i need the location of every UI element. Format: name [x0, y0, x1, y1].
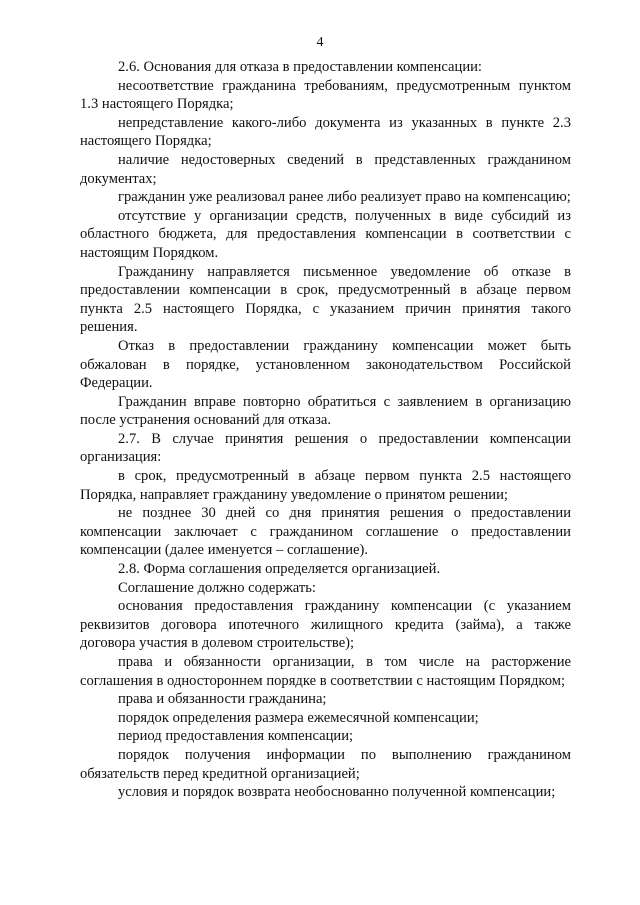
- refusal-ground-item: наличие недостоверных сведений в представленных гражданином документах;: [80, 151, 571, 187]
- refusal-ground-item: непредставление какого-либо документа из указанных в пункте 2.3 настоящего Порядка;: [80, 114, 571, 150]
- agreement-content-item: условия и порядок возврата необоснованно полученной компенсации;: [118, 784, 556, 801]
- refusal-ground-item: отсутствие у организации средств, полученных в виде субсидий из областного бюджета, для предоставления компенсации в соответствии с настоящим Порядком.: [80, 207, 571, 261]
- appeal-paragraph: Отказ в предоставлении гражданину компенсации может быть обжалован в порядке, установленном законодательством Российской Федерации.: [80, 337, 571, 392]
- page-number: 4: [316, 35, 324, 50]
- section-2-6-heading: 2.6. Основания для отказа в предоставлении компенсации:: [118, 59, 482, 75]
- refusal-notice-paragraph: Гражданину направляется письменное уведомление об отказе в предоставлении компенсации в срок, предусмотренный в абзаце первом пункта 2.5 настоящего Порядка, с указанием причин принятия такого решения.: [80, 263, 571, 336]
- refusal-ground-item: несоответствие гражданина требованиям, предусмотренным пунктом 1.3 настоящего Порядка;: [80, 77, 571, 113]
- agreement-content-item: период предоставления компенсации;: [118, 728, 354, 745]
- organization-action-item: в срок, предусмотренный в абзаце первом пункта 2.5 настоящего Порядка, направляет гражданину уведомление о принятом решении;: [80, 468, 571, 503]
- section-2-8-heading: 2.8. Форма соглашения определяется организацией.: [118, 561, 441, 578]
- agreement-content-item: порядок получения информации по выполнению гражданином обязательств перед кредитной организацией;: [80, 746, 571, 782]
- section-2-7-heading: 2.7. В случае принятия решения о предоставлении компенсации организация:: [80, 430, 571, 466]
- refusal-ground-item: гражданин уже реализовал ранее либо реализует право на компенсацию;: [118, 189, 571, 206]
- agreement-content-item: порядок определения размера ежемесячной компенсации;: [118, 709, 479, 726]
- organization-action-item: не позднее 30 дней со дня принятия решения о предоставлении компенсации заключает с гражданином соглашение о предоставлении компенсации (далее именуется – соглашение).: [80, 505, 571, 559]
- agreement-content-item: основания предоставления гражданину компенсации (с указанием реквизитов договора ипотечного жилищного кредита (займа), а также договора участия в долевом строительстве);: [80, 598, 571, 652]
- document-body: [80, 58, 571, 802]
- agreement-content-item: права и обязанности организации, в том числе на расторжение соглашения в одностороннем порядке в соответствии с настоящим Порядком;: [80, 654, 571, 689]
- agreement-contents-intro: Соглашение должно содержать:: [118, 579, 316, 596]
- agreement-content-item: права и обязанности гражданина;: [118, 691, 327, 708]
- reapply-paragraph: Гражданин вправе повторно обратиться с заявлением в организацию после устранения оснований для отказа.: [80, 393, 571, 429]
